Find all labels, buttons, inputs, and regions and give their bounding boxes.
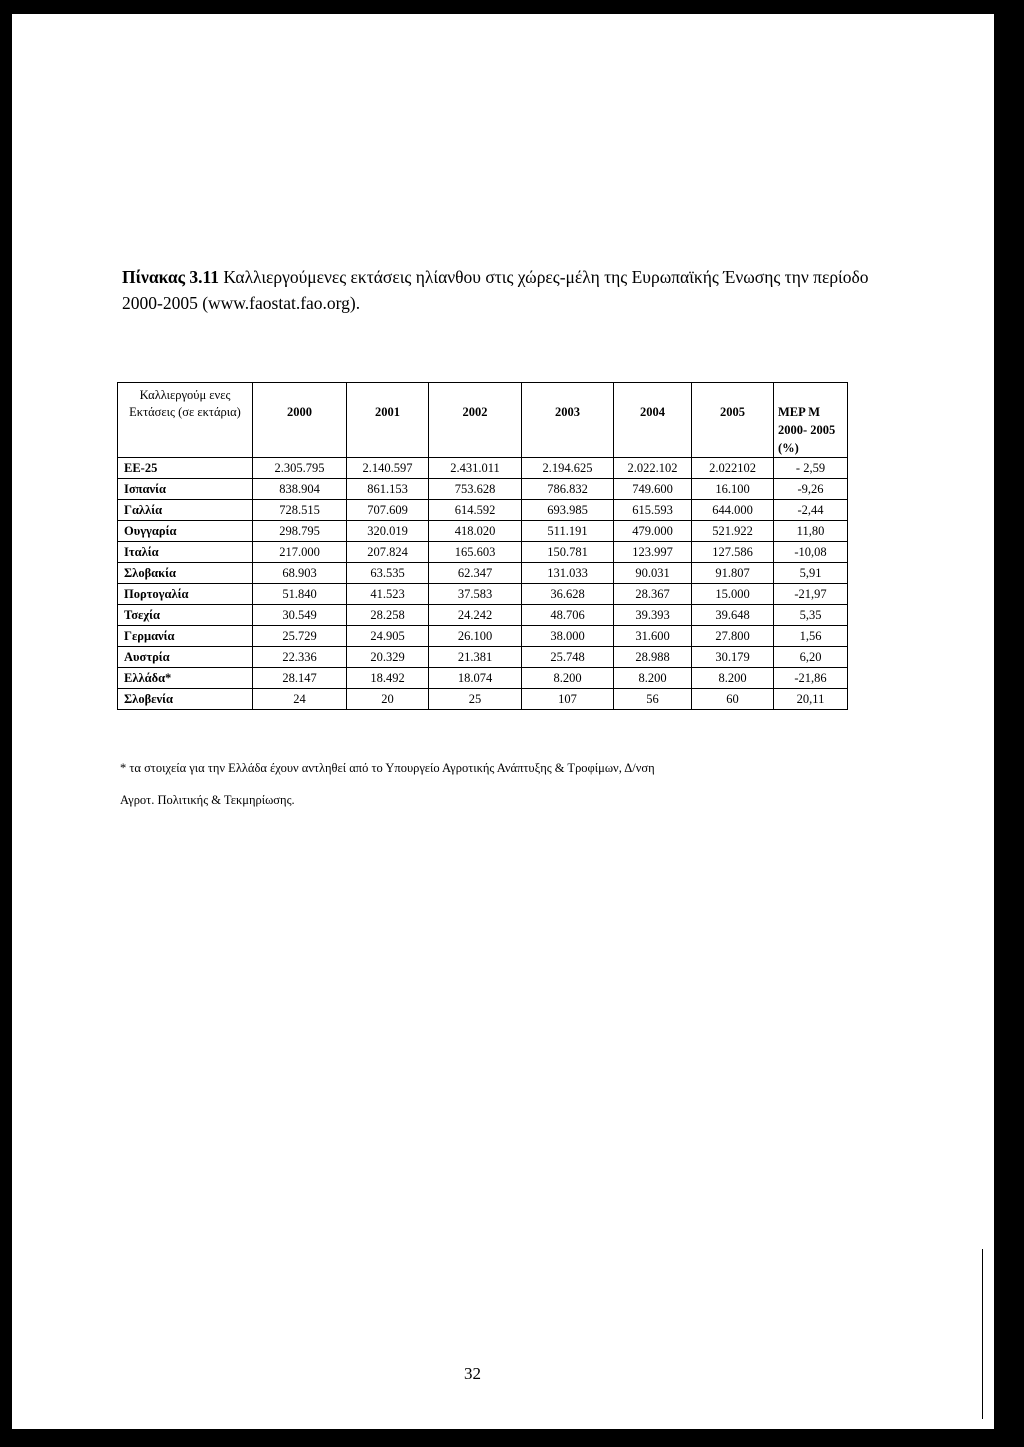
table-footnote: * τα στοιχεία για την Ελλάδα έχουν αντληθεί από το Υπουργείο Αγροτικής Ανάπτυξης & Τροφίμων, Δ/νση — [120, 761, 655, 775]
area-value-cell: 56 — [614, 689, 692, 710]
area-value-cell: 24.905 — [347, 626, 429, 647]
page-number: 32 — [464, 1364, 481, 1383]
country-cell: Ουγγαρία — [118, 521, 253, 542]
caption-label: Πίνακας 3.11 — [122, 267, 220, 287]
area-value-cell: 25 — [429, 689, 522, 710]
document-page — [12, 14, 994, 1429]
change-percent-cell: 5,35 — [774, 605, 848, 626]
table-row — [118, 521, 848, 542]
margin-rule-inner — [982, 1249, 983, 1419]
area-value-cell: 18.492 — [347, 668, 429, 689]
area-value-cell: 30.549 — [253, 605, 347, 626]
area-value-cell: 15.000 — [692, 584, 774, 605]
table-row — [118, 647, 848, 668]
area-value-cell: 30.179 — [692, 647, 774, 668]
area-value-cell: 90.031 — [614, 563, 692, 584]
country-cell: Ελλάδα* — [118, 668, 253, 689]
area-value-cell: 63.535 — [347, 563, 429, 584]
change-percent-cell: 1,56 — [774, 626, 848, 647]
area-value-cell: 2.022102 — [692, 458, 774, 479]
area-value-cell: 48.706 — [522, 605, 614, 626]
area-value-cell: 861.153 — [347, 479, 429, 500]
header-year-2001: 2001 — [347, 383, 429, 458]
area-value-cell: 2.194.625 — [522, 458, 614, 479]
area-value-cell: 26.100 — [429, 626, 522, 647]
country-cell: Τσεχία — [118, 605, 253, 626]
area-value-cell: 24 — [253, 689, 347, 710]
header-year-2002: 2002 — [429, 383, 522, 458]
area-value-cell: 2.431.011 — [429, 458, 522, 479]
sunflower-area-table — [117, 382, 848, 710]
header-year-2003: 2003 — [522, 383, 614, 458]
area-value-cell: 8.200 — [614, 668, 692, 689]
area-value-cell: 511.191 — [522, 521, 614, 542]
area-value-cell: 479.000 — [614, 521, 692, 542]
change-percent-cell: 20,11 — [774, 689, 848, 710]
area-value-cell: 8.200 — [692, 668, 774, 689]
country-cell: Ιταλία — [118, 542, 253, 563]
area-value-cell: 749.600 — [614, 479, 692, 500]
area-value-cell: 207.824 — [347, 542, 429, 563]
header-avg-change: ΜΕΡ Μ 2000- 2005 (%) — [774, 383, 848, 458]
area-value-cell: 22.336 — [253, 647, 347, 668]
area-value-cell: 123.997 — [614, 542, 692, 563]
area-value-cell: 68.903 — [253, 563, 347, 584]
area-value-cell: 37.583 — [429, 584, 522, 605]
change-percent-cell: 6,20 — [774, 647, 848, 668]
change-percent-cell: -10,08 — [774, 542, 848, 563]
area-value-cell: 2.305.795 — [253, 458, 347, 479]
area-value-cell: 21.381 — [429, 647, 522, 668]
table-row — [118, 626, 848, 647]
area-value-cell: 2.022.102 — [614, 458, 692, 479]
table-caption — [122, 264, 882, 316]
area-value-cell: 41.523 — [347, 584, 429, 605]
change-percent-cell: 5,91 — [774, 563, 848, 584]
area-value-cell: 107 — [522, 689, 614, 710]
change-percent-cell: -21,97 — [774, 584, 848, 605]
table-row — [118, 668, 848, 689]
table-header-row — [118, 383, 848, 458]
area-value-cell: 707.609 — [347, 500, 429, 521]
header-year-2000: 2000 — [253, 383, 347, 458]
country-cell: Σλοβακία — [118, 563, 253, 584]
area-value-cell: 2.140.597 — [347, 458, 429, 479]
area-value-cell: 39.648 — [692, 605, 774, 626]
caption-text: Καλλιεργούμενες εκτάσεις ηλίανθου στις χώρες-μέλη της Ευρωπαϊκής Ένωσης την περίοδο 2000-2005 (www.faostat.fao.org). — [122, 267, 869, 313]
area-value-cell: 28.367 — [614, 584, 692, 605]
area-value-cell: 614.592 — [429, 500, 522, 521]
area-value-cell: 644.000 — [692, 500, 774, 521]
header-year-2004: 2004 — [614, 383, 692, 458]
change-percent-cell: 11,80 — [774, 521, 848, 542]
area-value-cell: 131.033 — [522, 563, 614, 584]
area-value-cell: 20 — [347, 689, 429, 710]
country-cell: Ισπανία — [118, 479, 253, 500]
table-row — [118, 563, 848, 584]
area-value-cell: 786.832 — [522, 479, 614, 500]
area-value-cell: 298.795 — [253, 521, 347, 542]
area-value-cell: 418.020 — [429, 521, 522, 542]
table-row — [118, 584, 848, 605]
area-value-cell: 51.840 — [253, 584, 347, 605]
table-row — [118, 542, 848, 563]
area-value-cell: 18.074 — [429, 668, 522, 689]
area-value-cell: 91.807 — [692, 563, 774, 584]
table-row — [118, 479, 848, 500]
area-value-cell: 25.748 — [522, 647, 614, 668]
country-cell: Γαλλία — [118, 500, 253, 521]
table-row — [118, 605, 848, 626]
table-row — [118, 689, 848, 710]
area-value-cell: 60 — [692, 689, 774, 710]
area-value-cell: 217.000 — [253, 542, 347, 563]
area-value-cell: 615.593 — [614, 500, 692, 521]
area-value-cell: 753.628 — [429, 479, 522, 500]
change-percent-cell: -9,26 — [774, 479, 848, 500]
table-row — [118, 500, 848, 521]
area-value-cell: 36.628 — [522, 584, 614, 605]
change-percent-cell: -21,86 — [774, 668, 848, 689]
area-value-cell: 28.988 — [614, 647, 692, 668]
area-value-cell: 728.515 — [253, 500, 347, 521]
area-value-cell: 127.586 — [692, 542, 774, 563]
area-value-cell: 16.100 — [692, 479, 774, 500]
area-value-cell: 25.729 — [253, 626, 347, 647]
area-value-cell: 693.985 — [522, 500, 614, 521]
change-percent-cell: - 2,59 — [774, 458, 848, 479]
area-value-cell: 28.258 — [347, 605, 429, 626]
header-area-label: Καλλιεργούμ ενες Εκτάσεις (σε εκτάρια) — [118, 383, 253, 458]
header-year-2005: 2005 — [692, 383, 774, 458]
area-value-cell: 24.242 — [429, 605, 522, 626]
table-footnote-continued: Αγροτ. Πολιτικής & Τεκμηρίωσης. — [120, 793, 295, 807]
area-value-cell: 62.347 — [429, 563, 522, 584]
area-value-cell: 165.603 — [429, 542, 522, 563]
table-row — [118, 458, 848, 479]
country-cell: ΕΕ-25 — [118, 458, 253, 479]
country-cell: Γερμανία — [118, 626, 253, 647]
change-percent-cell: -2,44 — [774, 500, 848, 521]
area-value-cell: 20.329 — [347, 647, 429, 668]
area-value-cell: 838.904 — [253, 479, 347, 500]
area-value-cell: 150.781 — [522, 542, 614, 563]
margin-rule — [996, 1224, 998, 1419]
country-cell: Πορτογαλία — [118, 584, 253, 605]
country-cell: Αυστρία — [118, 647, 253, 668]
area-value-cell: 39.393 — [614, 605, 692, 626]
area-value-cell: 8.200 — [522, 668, 614, 689]
country-cell: Σλοβενία — [118, 689, 253, 710]
area-value-cell: 521.922 — [692, 521, 774, 542]
area-value-cell: 31.600 — [614, 626, 692, 647]
area-value-cell: 38.000 — [522, 626, 614, 647]
area-value-cell: 27.800 — [692, 626, 774, 647]
area-value-cell: 28.147 — [253, 668, 347, 689]
area-value-cell: 320.019 — [347, 521, 429, 542]
